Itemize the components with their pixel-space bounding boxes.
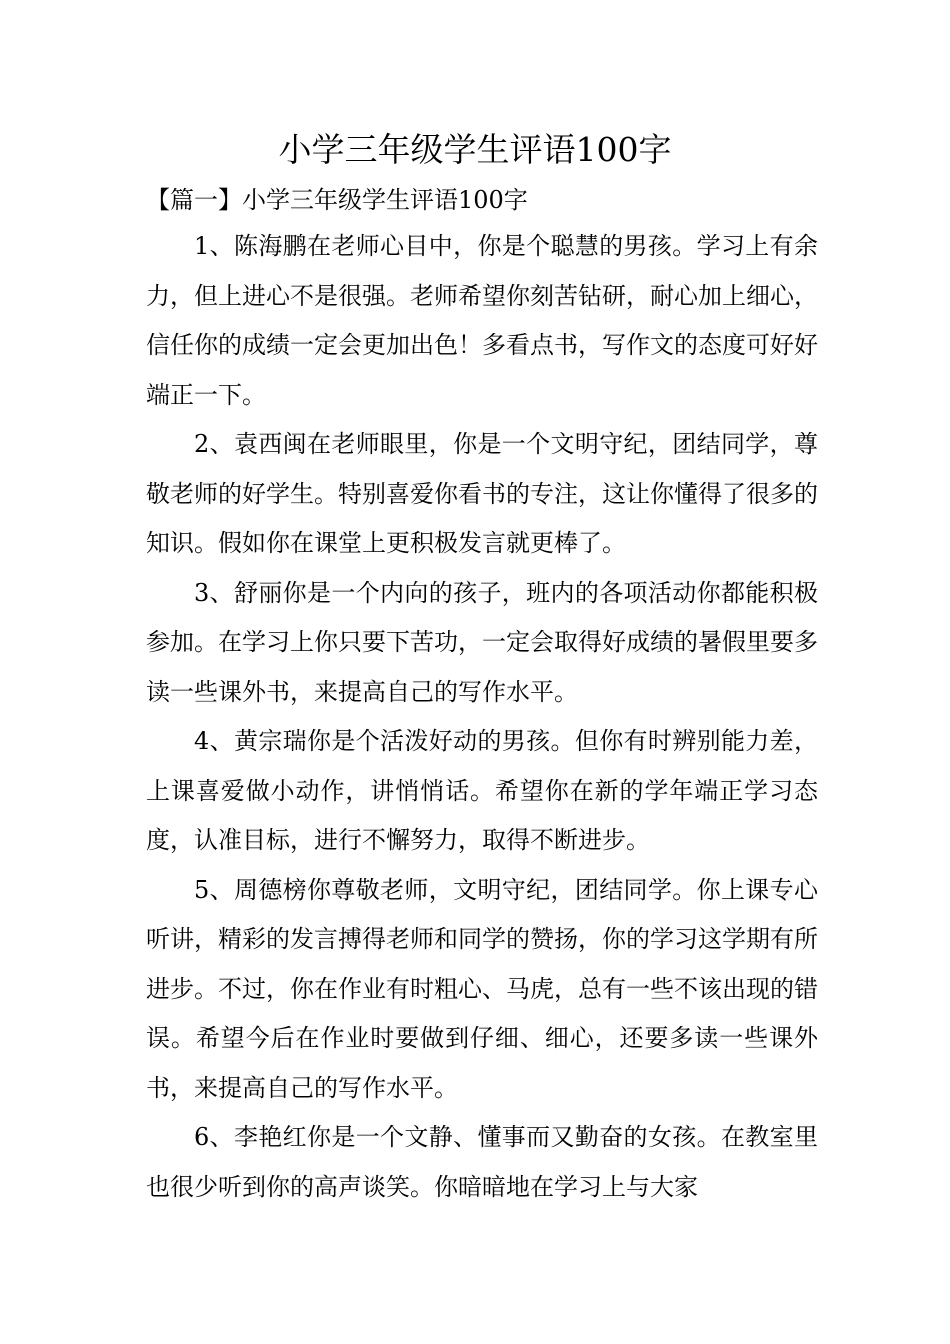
paragraph-2: 2、袁西闽在老师眼里，你是一个文明守纪，团结同学，尊敬老师的好学生。特别喜爱你看书的专注，这让你懂得了很多的知识。假如你在课堂上更积极发言就更棒了。: [146, 430, 818, 557]
paragraph-3: 3、舒丽你是一个内向的孩子，班内的各项活动你都能积极参加。在学习上你只要下苦功，一定会取得好成绩的暑假里要多读一些课外书，来提高自己的写作水平。: [146, 578, 818, 706]
section-heading: 【篇一】小学三年级学生评语100字: [146, 186, 528, 214]
paragraph-5: 5、周德榜你尊敬老师，文明守纪，团结同学。你上课专心听讲，精彩的发言搏得老师和同学的赞扬，你的学习这学期有所进步。不过，你在作业有时粗心、马虎，总有一些不该出现的错误。希望今后在作业时要做到仔细、细心，还要多读一些课外书，来提高自己的写作水平。: [146, 875, 818, 1102]
paragraph-6: 6、李艳红你是一个文静、懂事而又勤奋的女孩。在教室里也很少听到你的高声谈笑。你暗暗地在学习上与大家: [146, 1123, 818, 1201]
document-title: 小学三年级学生评语100字: [278, 130, 672, 169]
paragraph-4: 4、黄宗瑞你是个活泼好动的男孩。但你有时辨别能力差，上课喜爱做小动作，讲悄悄话。希望你在新的学年端正学习态度，认准目标，进行不懈努力，取得不断进步。: [146, 727, 818, 854]
document-body: [146, 222, 818, 1212]
paragraph-1: 1、陈海鹏在老师心目中，你是个聪慧的男孩。学习上有余力，但上进心不是很强。老师希望你刻苦钻研，耐心加上细心，信任你的成绩一定会更加出色！多看点书，写作文的态度可好好端正一下。: [146, 232, 818, 409]
